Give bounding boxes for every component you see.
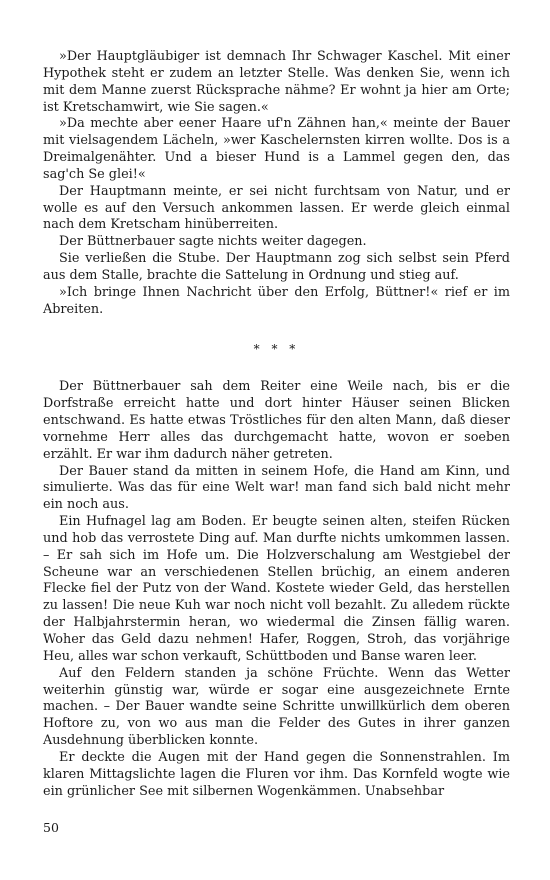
paragraph: Der Büttnerbauer sah dem Reiter eine Weile nach, bis er die Dorfstraße erreicht hatte und dort hinter Häuser seinen Blicken entschwand. Es hatte etwas Tröstliches für den alten Mann, daß dieser vornehme Herr alles das durchgemacht hatte, wovon er soeben erzählt. Er war ihm dadurch näher getreten. — [43, 379, 510, 462]
paragraph: Ein Hufnagel lag am Boden. Er beugte seinen alten, steifen Rücken und hob das verrostete Ding auf. Man durfte nichts umkommen lassen. – Er sah sich im Hofe um. Die Holzverschalung am Westgiebel der Scheune war an verschiedenen Stellen brüchig, an einem anderen Flecke fiel der Putz von der Wand. Kostete wieder Geld, das herstellen zu lassen! Die neue Kuh war noch nicht voll bezahlt. Zu alledem rückte der Halbjahrstermin heran, wo wiedermal die Zinsen fällig waren. Woher das Geld dazu nehmen! Hafer, Roggen, Stroh, das vorjährige Heu, alles war schon verkauft, Schüttboden und Banse waren leer. — [43, 514, 510, 664]
paragraph: Auf den Feldern standen ja schöne Früchte. Wenn das Wetter weiterhin günstig war, würde er sogar eine ausgezeichnete Ernte machen. – Der Bauer wandte seine Schritte unwillkürlich dem oberen Hoftore zu, von wo aus man die Felder des Gutes in ihrer ganzen Ausdehnung überblicken konnte. — [43, 665, 510, 749]
paragraph: »Der Hauptgläubiger ist demnach Ihr Schwager Kaschel. Mit einer Hypothek steht er zudem an letzter Stelle. Was denken Sie, wenn ich mit dem Manne zuerst Rücksprache nähme? Er wohnt ja hier am Orte; ist Kretschamwirt, wie Sie sagen.« — [43, 49, 510, 115]
text-block-before — [43, 49, 510, 319]
paragraph: Der Büttnerbauer sagte nichts weiter dagegen. — [59, 234, 367, 250]
book-page — [43, 49, 510, 800]
page-number: 50 — [43, 820, 59, 835]
section-separator: * * * — [253, 341, 300, 356]
paragraph: Der Hauptmann meinte, er sei nicht furchtsam von Natur, und er wolle es auf den Versuch ankommen lassen. Er werde gleich einmal nach dem Kretscham hinüberreiten. — [43, 183, 510, 233]
paragraph: »Ich bringe Ihnen Nachricht über den Erfolg, Büttner!« rief er im Abreiten. — [43, 284, 510, 317]
text-block-after — [43, 379, 510, 800]
paragraph: Sie verließen die Stube. Der Hauptmann zog sich selbst sein Pferd aus dem Stalle, brachte die Sattelung in Ordnung und stieg auf. — [43, 251, 510, 283]
paragraph: Der Bauer stand da mitten in seinem Hofe, die Hand am Kinn, und simulierte. Was das für eine Welt war! man fand sich bald nicht mehr ein noch aus. — [43, 463, 510, 513]
paragraph: »Da mechte aber eener Haare uf'n Zähnen han,« meinte der Bauer mit vielsagendem Lächeln, »wer Kaschelernsten kirren wollte. Dos is a Dreimalgenähter. Und a bieser Hund is a Lammel gegen den, das sag'ch Se glei!« — [43, 116, 510, 182]
paragraph: Er deckte die Augen mit der Hand gegen die Sonnenstrahlen. Im klaren Mittagslichte lagen die Fluren vor ihm. Das Kornfeld wogte wie ein grünlicher See mit silbernen Wogenkämmen. Unabsehbar — [43, 749, 510, 799]
